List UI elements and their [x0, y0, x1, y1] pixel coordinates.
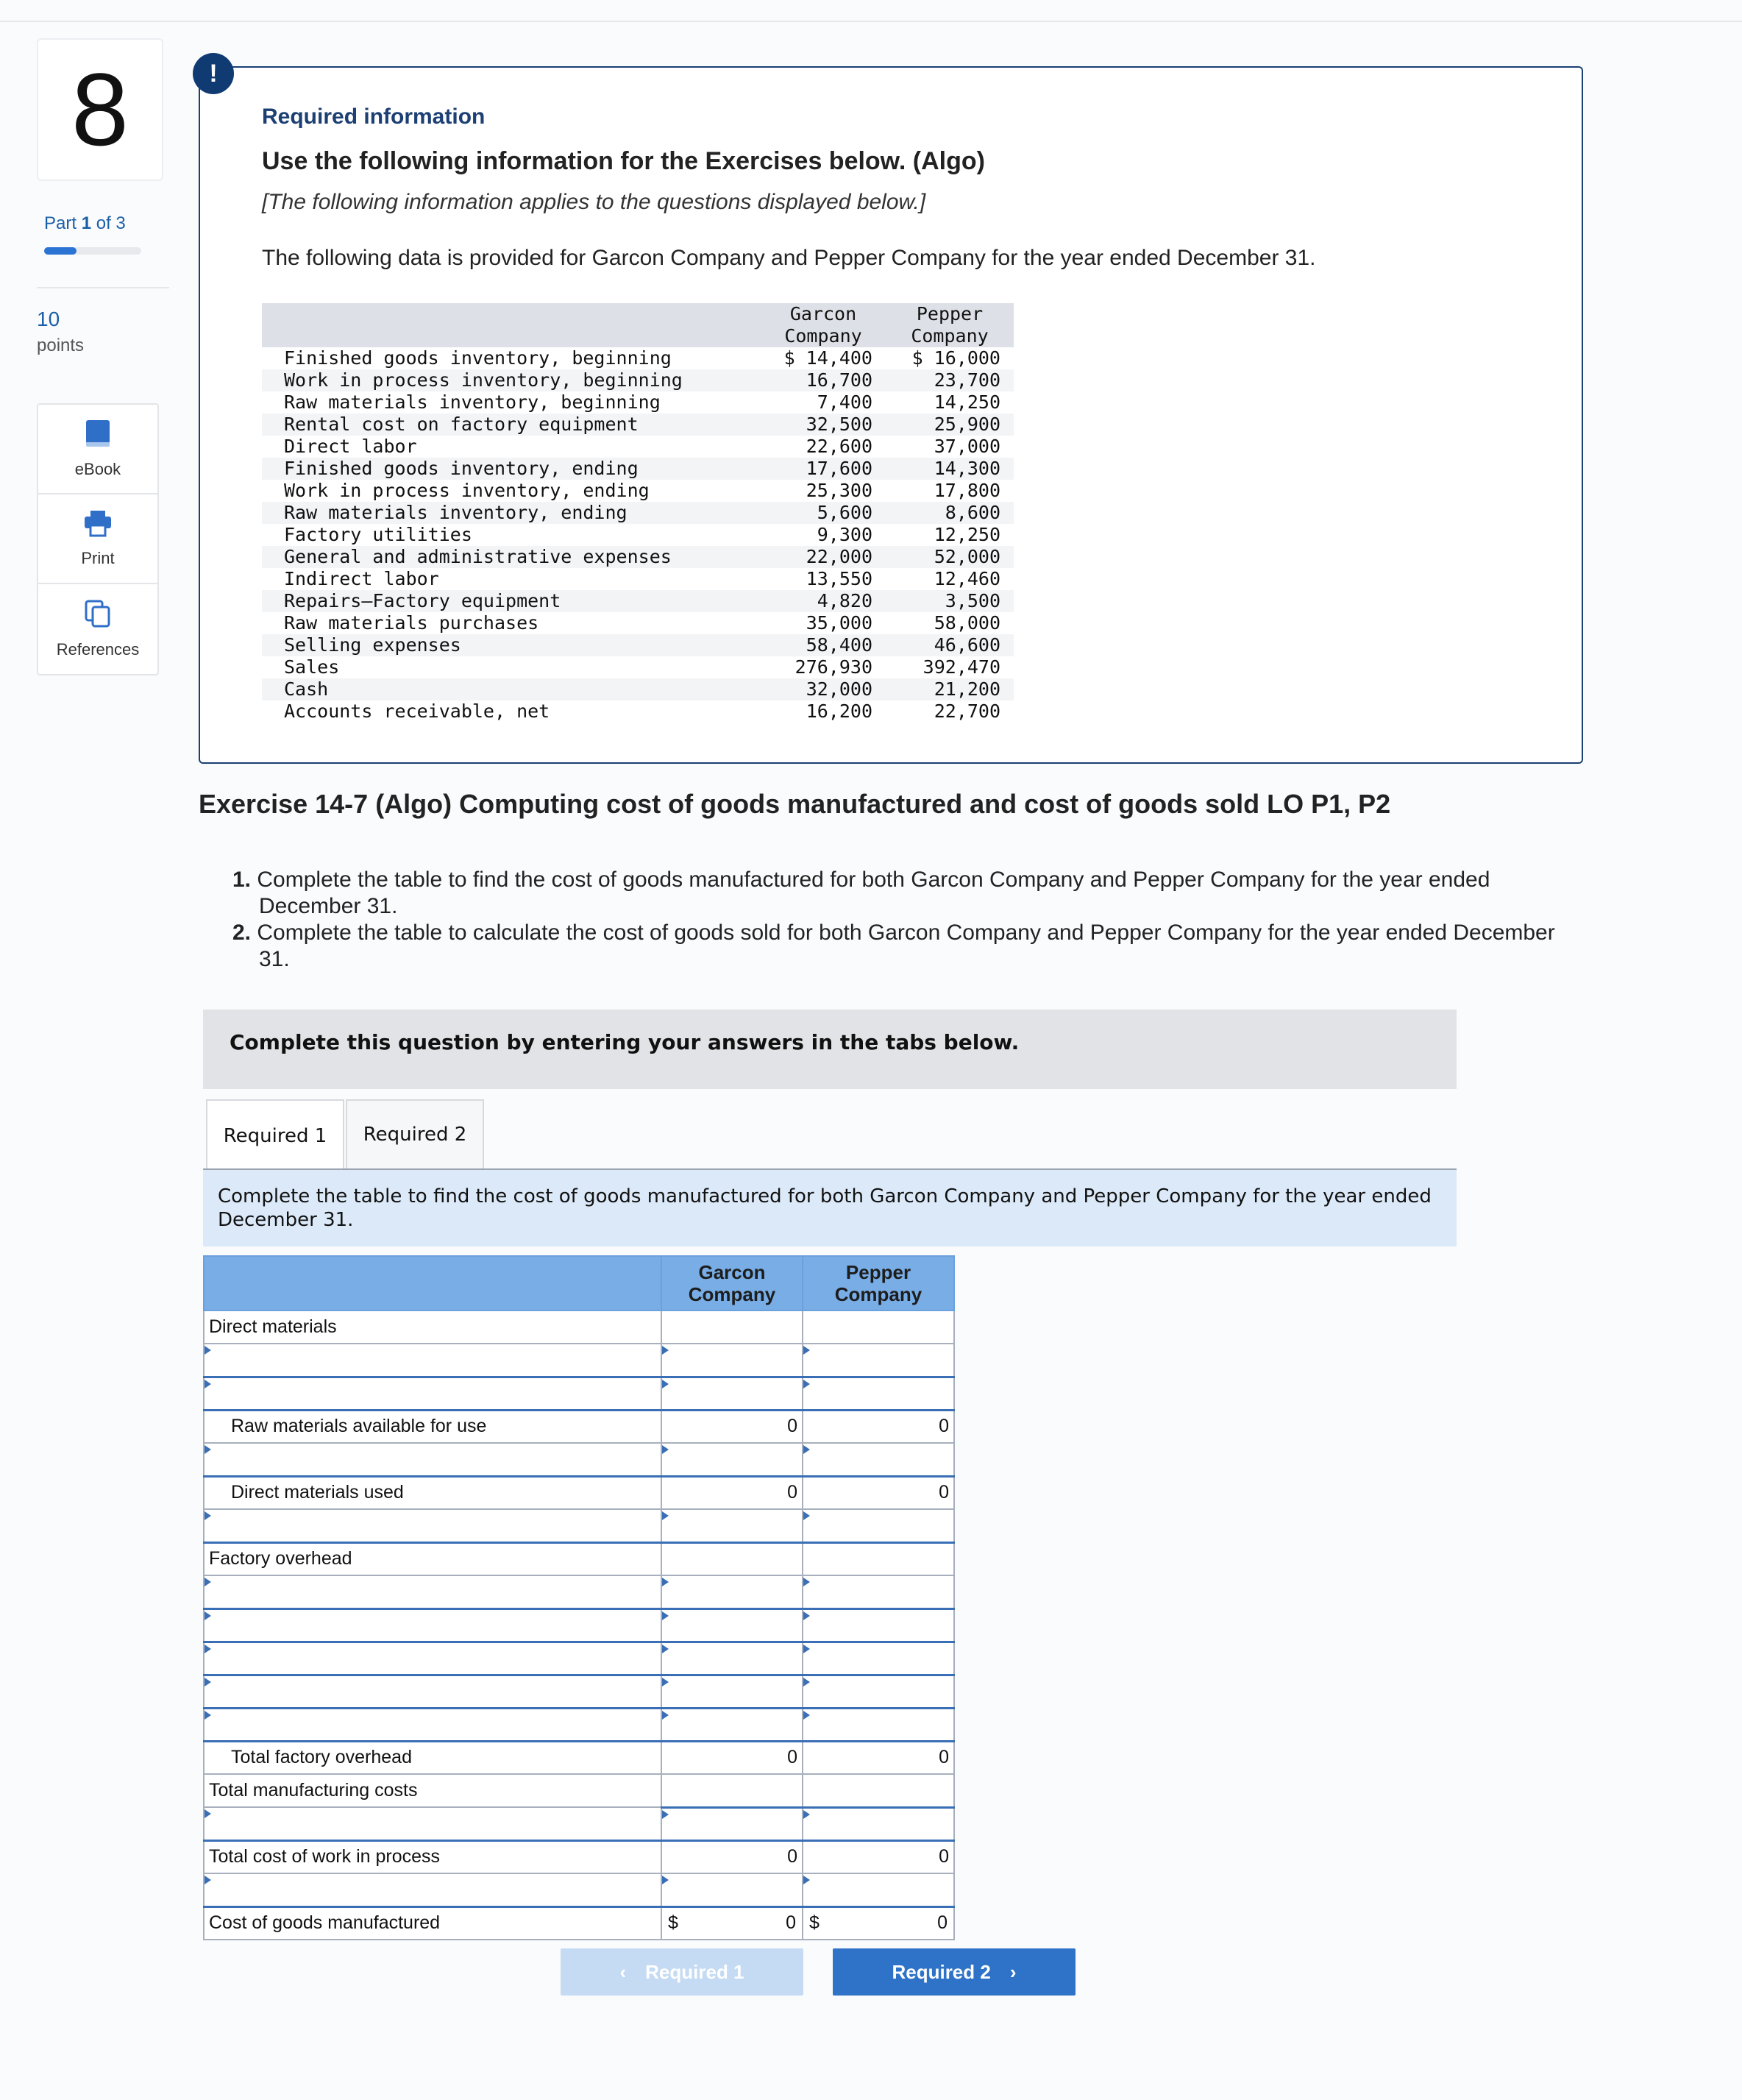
- data-row-label: Selling expenses: [262, 634, 761, 656]
- answer-row: [204, 1443, 954, 1476]
- answer-label-input[interactable]: [204, 1344, 661, 1377]
- print-button[interactable]: [38, 494, 157, 584]
- data-table-row: [262, 369, 1014, 391]
- pepper-cell-value: [803, 1906, 954, 1940]
- pepper-cell-input[interactable]: [803, 1708, 954, 1741]
- answer-row: [204, 1377, 954, 1410]
- answer-row: [204, 1873, 954, 1906]
- data-row-label: Raw materials purchases: [284, 612, 539, 634]
- garcon-cell-input[interactable]: [661, 1642, 803, 1675]
- answer-header-garcon: Garcon Company: [661, 1256, 803, 1310]
- complete-prompt: Complete this question by entering your answers in the tabs below.: [230, 1030, 1020, 1054]
- chevron-right-icon: ›: [1009, 1960, 1017, 1983]
- pepper-cell-input[interactable]: [803, 1873, 954, 1906]
- answer-label-input[interactable]: [204, 1807, 661, 1840]
- currency-symbol: $: [809, 1912, 820, 1934]
- data-row-label: General and administrative expenses: [262, 546, 761, 568]
- data-row-garcon: 276,930: [794, 656, 872, 678]
- question-number-box: [37, 38, 163, 181]
- answer-row: [204, 1476, 954, 1509]
- data-row-pepper: 46,600: [886, 634, 1014, 656]
- answer-label-input[interactable]: [204, 1608, 661, 1642]
- data-row-label: Raw materials inventory, beginning: [284, 391, 661, 413]
- data-row-pepper: 17,800: [934, 480, 1000, 501]
- answer-label-input[interactable]: [204, 1575, 661, 1608]
- data-row-garcon: 13,550: [806, 568, 872, 589]
- data-row-label: Finished goods inventory, ending: [262, 458, 761, 480]
- data-table-row: [262, 700, 1014, 723]
- top-divider: [0, 21, 1742, 22]
- previous-button[interactable]: [561, 1948, 803, 1996]
- data-row-label: Direct labor: [284, 436, 417, 457]
- data-row-label: Finished goods inventory, beginning: [284, 347, 672, 369]
- instructions-list: [232, 867, 1586, 973]
- garcon-cell-value: [661, 1310, 803, 1344]
- answer-label-input[interactable]: [204, 1642, 661, 1675]
- garcon-cell-input[interactable]: [661, 1608, 803, 1642]
- data-row-pepper: 25,900: [886, 414, 1014, 436]
- answer-row-label: Factory overhead: [204, 1542, 661, 1575]
- data-row-pepper: 12,250: [934, 524, 1000, 545]
- data-table-row: [262, 458, 1014, 480]
- answer-row: [204, 1410, 954, 1443]
- answer-row: [204, 1542, 954, 1575]
- data-row-garcon: 32,000: [761, 678, 886, 700]
- data-table-row: [262, 634, 1014, 656]
- data-row-label: Factory utilities: [284, 524, 472, 545]
- data-row-pepper: 23,700: [886, 369, 1014, 391]
- data-table-row: [262, 546, 1014, 568]
- answer-row: [204, 1642, 954, 1675]
- points-value: 10: [37, 308, 60, 330]
- tab-required-1[interactable]: Required 1: [206, 1099, 344, 1171]
- data-row-label: Raw materials inventory, ending: [262, 502, 761, 524]
- answer-header-label: [204, 1256, 661, 1310]
- data-row-label: Repairs—Factory equipment: [262, 590, 761, 612]
- answer-row: [204, 1840, 954, 1873]
- answer-row: [204, 1310, 954, 1344]
- chevron-left-icon: ‹: [619, 1960, 627, 1983]
- part-prefix: Part: [44, 213, 77, 233]
- data-table-row: [262, 391, 1014, 414]
- instruction-item: 2. Complete the table to calculate the cost of goods sold for both Garcon Company and Pepper Company for the year ended December 31.: [232, 920, 1555, 971]
- data-row-label: Accounts receivable, net: [284, 700, 550, 722]
- garcon-cell-input[interactable]: [661, 1344, 803, 1377]
- data-table-row: [262, 436, 1014, 458]
- data-row-pepper: 12,460: [934, 568, 1000, 589]
- data-row-garcon: 35,000: [806, 612, 872, 634]
- answer-row-label: Direct materials: [204, 1310, 661, 1344]
- garcon-cell-input[interactable]: [661, 1509, 803, 1542]
- points-label: points: [37, 336, 85, 355]
- info-intro: The following data is provided for Garcon Company and Pepper Company for the year ended December 31.: [262, 246, 1316, 270]
- answer-row: [204, 1344, 954, 1377]
- data-table-row: [262, 612, 1014, 634]
- total-value: 0: [786, 1912, 796, 1934]
- answer-label-input[interactable]: [204, 1708, 661, 1741]
- answer-label-input[interactable]: [204, 1509, 661, 1542]
- answer-table: [203, 1255, 955, 1940]
- data-row-pepper: 52,000: [886, 546, 1014, 568]
- pepper-cell-input[interactable]: [803, 1774, 954, 1807]
- next-label: Required 2: [892, 1960, 991, 1983]
- data-table: [262, 303, 1014, 723]
- data-row-pepper: 14,300: [886, 458, 1014, 480]
- pepper-cell-input[interactable]: [803, 1675, 954, 1708]
- data-table-row: [262, 524, 1014, 546]
- answer-row-label: Cost of goods manufactured: [204, 1906, 661, 1940]
- pepper-cell-value: [803, 1310, 954, 1344]
- data-row-label: Cash: [262, 678, 761, 700]
- data-row-label: Sales: [284, 656, 340, 678]
- data-row-pepper: $ 16,000: [911, 347, 1000, 369]
- answer-row-label: Total manufacturing costs: [204, 1774, 661, 1807]
- answer-row-label: Raw materials available for use: [204, 1410, 661, 1443]
- data-row-garcon: 9,300: [817, 524, 872, 545]
- ebook-button[interactable]: [38, 405, 157, 494]
- answer-row: [204, 1509, 954, 1542]
- data-row-garcon: 32,500: [761, 414, 886, 436]
- garcon-cell-input[interactable]: [661, 1675, 803, 1708]
- part-progress-fill: [44, 247, 77, 255]
- answer-label-input[interactable]: [204, 1443, 661, 1476]
- garcon-cell-value: 0: [661, 1410, 803, 1443]
- data-table-row: [262, 678, 1014, 700]
- answer-row: [204, 1774, 954, 1807]
- answer-row: [204, 1608, 954, 1642]
- exercise-title: Exercise 14-7 (Algo) Computing cost of goods manufactured and cost of goods sold LO P1, P2: [199, 789, 1391, 819]
- previous-label: Required 1: [645, 1960, 744, 1983]
- question-number: 8: [71, 52, 129, 167]
- data-table-row: [262, 568, 1014, 590]
- data-row-label: Indirect labor: [284, 568, 439, 589]
- data-table-header-label: [262, 303, 761, 347]
- data-table-row: [262, 347, 1014, 369]
- garcon-cell-value: 0: [661, 1741, 803, 1774]
- answer-label-input[interactable]: [204, 1873, 661, 1906]
- garcon-cell-input[interactable]: [661, 1708, 803, 1741]
- data-row-pepper: 21,200: [886, 678, 1014, 700]
- answer-row: [204, 1741, 954, 1774]
- pepper-cell-input[interactable]: [803, 1509, 954, 1542]
- answer-row: [204, 1675, 954, 1708]
- garcon-cell-input[interactable]: [661, 1807, 803, 1840]
- data-row-garcon: 25,300: [806, 480, 872, 501]
- data-row-pepper: 58,000: [934, 612, 1000, 634]
- garcon-cell-value: [661, 1542, 803, 1575]
- data-row-label: Work in process inventory, beginning: [262, 369, 761, 391]
- data-row-garcon: 22,600: [806, 436, 872, 457]
- data-table-row: [262, 414, 1014, 436]
- sidebar-divider: [37, 287, 169, 288]
- data-table-row: [262, 656, 1014, 678]
- data-row-pepper: 392,470: [922, 656, 1000, 678]
- data-row-garcon: 5,600: [761, 502, 886, 524]
- data-table-row: [262, 502, 1014, 524]
- data-table-header-garcon: Garcon Company: [761, 303, 886, 347]
- pepper-cell-input[interactable]: [803, 1344, 954, 1377]
- info-applies-note: [The following information applies to the questions displayed below.]: [262, 190, 926, 214]
- garcon-cell-input[interactable]: [661, 1774, 803, 1807]
- answer-row-label: Total factory overhead: [204, 1741, 661, 1774]
- data-row-garcon: 22,000: [761, 546, 886, 568]
- garcon-cell-input[interactable]: [661, 1873, 803, 1906]
- pepper-cell-value: 0: [803, 1840, 954, 1873]
- pepper-cell-value: 0: [803, 1741, 954, 1774]
- pepper-cell-value: [803, 1542, 954, 1575]
- print-label: Print: [81, 549, 115, 567]
- data-row-garcon: 58,400: [761, 634, 886, 656]
- book-icon: [85, 419, 111, 453]
- pepper-cell-value: 0: [803, 1476, 954, 1509]
- answer-label-input[interactable]: [204, 1675, 661, 1708]
- references-button[interactable]: [38, 584, 157, 674]
- garcon-cell-value: 0: [661, 1840, 803, 1873]
- ebook-label: eBook: [74, 460, 121, 478]
- answer-row-label: Total cost of work in process: [204, 1840, 661, 1873]
- pepper-cell-input[interactable]: [803, 1377, 954, 1410]
- required-info-heading: Required information: [262, 104, 486, 129]
- data-row-pepper: 22,700: [934, 700, 1000, 722]
- tool-panel: [37, 403, 159, 675]
- pepper-cell-input[interactable]: [803, 1443, 954, 1476]
- info-title: Use the following information for the Exercises below. (Algo): [262, 147, 985, 175]
- part-indicator: [44, 213, 126, 234]
- data-table-row: [262, 590, 1014, 612]
- instruction-item: 1. Complete the table to find the cost of goods manufactured for both Garcon Company and Pepper Company for the year ended December 31.: [232, 868, 1490, 918]
- data-table-header-pepper: Pepper Company: [886, 303, 1014, 347]
- pepper-cell-input[interactable]: [803, 1608, 954, 1642]
- answer-row: [204, 1708, 954, 1741]
- data-row-garcon: 4,820: [761, 590, 886, 612]
- answer-label-input[interactable]: [204, 1377, 661, 1410]
- data-row-garcon: $ 14,400: [783, 347, 872, 369]
- currency-symbol: $: [668, 1912, 678, 1934]
- data-row-pepper: 37,000: [934, 436, 1000, 457]
- total-value: 0: [937, 1912, 948, 1934]
- data-row-garcon: 16,200: [806, 700, 872, 722]
- references-label: References: [56, 640, 140, 659]
- answer-row: [204, 1807, 954, 1840]
- pepper-cell-input[interactable]: [803, 1642, 954, 1675]
- data-row-pepper: 14,250: [934, 391, 1000, 413]
- copy-icon: [84, 599, 112, 633]
- tab-required-2[interactable]: Required 2: [346, 1099, 484, 1170]
- data-table-row: [262, 480, 1014, 502]
- data-row-garcon: 17,600: [761, 458, 886, 480]
- garcon-cell-input[interactable]: [661, 1443, 803, 1476]
- data-row-pepper: 8,600: [886, 502, 1014, 524]
- garcon-cell-input[interactable]: [661, 1377, 803, 1410]
- pepper-cell-input[interactable]: [803, 1807, 954, 1840]
- data-row-pepper: 3,500: [886, 590, 1014, 612]
- part-current: 1: [81, 213, 92, 233]
- answer-row: [204, 1575, 954, 1608]
- part-suffix: of 3: [96, 213, 126, 233]
- pepper-cell-value: 0: [803, 1410, 954, 1443]
- data-row-label: Rental cost on factory equipment: [262, 414, 761, 436]
- answer-row-label: Direct materials used: [204, 1476, 661, 1509]
- data-row-label: Work in process inventory, ending: [284, 480, 650, 501]
- pepper-cell-input[interactable]: [803, 1575, 954, 1608]
- answer-row: [204, 1906, 954, 1940]
- data-row-garcon: 7,400: [817, 391, 872, 413]
- garcon-cell-value: [661, 1906, 803, 1940]
- garcon-cell-value: 0: [661, 1476, 803, 1509]
- tab-instruction: Complete the table to find the cost of goods manufactured for both Garcon Company and Pepper Company for the year ended December 31.: [203, 1170, 1457, 1246]
- alert-icon: !: [193, 53, 234, 94]
- printer-icon: [83, 509, 113, 542]
- garcon-cell-input[interactable]: [661, 1575, 803, 1608]
- data-row-garcon: 16,700: [761, 369, 886, 391]
- answer-header-pepper: Pepper Company: [803, 1256, 954, 1310]
- next-button[interactable]: [833, 1948, 1076, 1996]
